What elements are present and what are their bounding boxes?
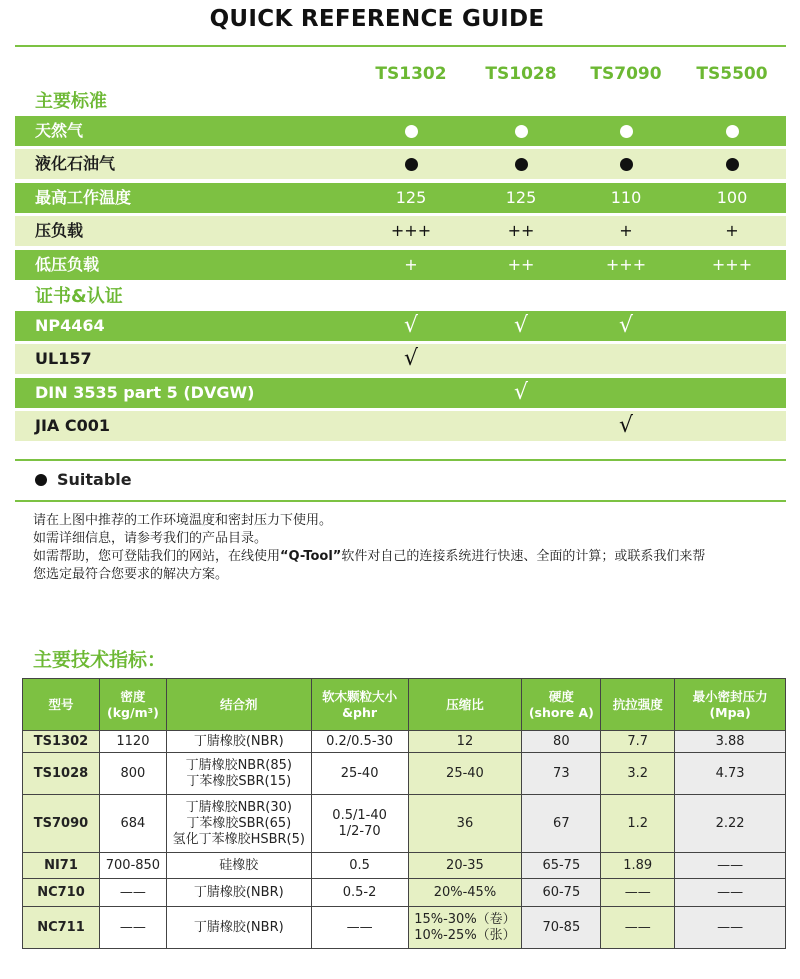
reference-row [15, 311, 786, 341]
hardness-cell: 73 [522, 753, 601, 795]
q-tool-name: “Q-Tool” [280, 549, 342, 564]
row-value: + [404, 254, 418, 274]
column-header: TS5500 [696, 64, 768, 84]
tensile-cell: 1.89 [601, 853, 675, 879]
row-label: 液化石油气 [35, 154, 116, 174]
title-underline [15, 45, 786, 47]
particle-cell: 0.2/0.5-30 [311, 731, 408, 753]
column-header-row [15, 60, 786, 88]
min-pressure-cell: 3.88 [675, 731, 786, 753]
min-pressure-cell: 4.73 [675, 753, 786, 795]
binder-cell: 丁腈橡胶NBR(30) 丁苯橡胶SBR(65) 氢化丁苯橡胶HSBR(5) [166, 795, 311, 853]
density-cell: —— [99, 907, 166, 949]
suitable-dot-icon [405, 158, 418, 171]
density-cell: 684 [99, 795, 166, 853]
row-label: JIA C001 [35, 416, 110, 436]
row-value: + [619, 221, 633, 241]
density-cell: 800 [99, 753, 166, 795]
row-value: +++ [711, 254, 753, 274]
legend-label: Suitable [57, 470, 132, 489]
density-cell: —— [99, 879, 166, 907]
compression-cell: 25-40 [408, 753, 522, 795]
binder-cell: 硅橡胶 [166, 853, 311, 879]
spec-column-header: 结合剂 [166, 679, 311, 731]
column-header: TS1302 [375, 64, 447, 84]
spec-row [23, 907, 786, 949]
particle-cell: 0.5-2 [311, 879, 408, 907]
compression-cell: 36 [408, 795, 522, 853]
min-pressure-cell: —— [675, 879, 786, 907]
section-title: 证书&认证 [35, 285, 123, 307]
row-label: DIN 3535 part 5 (DVGW) [35, 382, 255, 402]
suitable-dot-icon [726, 125, 739, 138]
row-value [361, 116, 461, 146]
spec-row [23, 731, 786, 753]
row-value: +++ [605, 254, 647, 274]
suitable-dot-icon [35, 474, 47, 486]
row-label: 压负载 [35, 221, 84, 241]
row-value [576, 149, 676, 179]
check-mark-icon: √ [513, 379, 529, 405]
spec-column-header: 软木颗粒大小 &phr [311, 679, 408, 731]
suitable-dot-icon [620, 158, 633, 171]
row-value [471, 116, 571, 146]
row-value: + [725, 221, 739, 241]
binder-cell: 丁腈橡胶(NBR) [166, 907, 311, 949]
hardness-cell: 65-75 [522, 853, 601, 879]
technical-spec-table [22, 678, 786, 949]
row-value: +++ [390, 221, 432, 241]
reference-row [15, 378, 786, 408]
check-mark-icon: √ [513, 312, 529, 338]
tensile-cell: 7.7 [601, 731, 675, 753]
row-value: 125 [395, 187, 427, 207]
spec-row [23, 879, 786, 907]
model-cell: NI71 [23, 853, 100, 879]
spec-row [23, 753, 786, 795]
compression-cell: 15%-30%（卷） 10%-25%（张） [408, 907, 522, 949]
spec-column-header: 密度 (kg/m³) [99, 679, 166, 731]
reference-row [15, 216, 786, 246]
hardness-cell: 60-75 [522, 879, 601, 907]
density-cell: 1120 [99, 731, 166, 753]
row-value: 110 [610, 187, 642, 207]
column-header: TS7090 [590, 64, 662, 84]
reference-row [15, 116, 786, 146]
spec-column-header: 型号 [23, 679, 100, 731]
hardness-cell: 67 [522, 795, 601, 853]
binder-cell: 丁腈橡胶NBR(85) 丁苯橡胶SBR(15) [166, 753, 311, 795]
binder-cell: 丁腈橡胶(NBR) [166, 731, 311, 753]
reference-row [15, 149, 786, 179]
row-value [576, 411, 676, 442]
note-line: 请在上图中推荐的工作环境温度和密封压力下使用。 [33, 513, 333, 528]
note-line: 如需详细信息，请参考我们的产品目录。 [33, 531, 268, 546]
note-line: 如需帮助，您可登陆我们的网站，在线使用“Q-Tool”软件对自己的连接系统进行快速、全面的计算；或联系我们来帮 [33, 549, 706, 564]
row-value: ++ [507, 254, 535, 274]
page-title: QUICK REFERENCE GUIDE [209, 6, 545, 32]
particle-cell: 25-40 [311, 753, 408, 795]
divider [15, 459, 786, 461]
check-mark-icon: √ [403, 312, 419, 338]
hardness-cell: 80 [522, 731, 601, 753]
spec-column-header: 压缩比 [408, 679, 522, 731]
tensile-cell: —— [601, 879, 675, 907]
binder-cell: 丁腈橡胶(NBR) [166, 879, 311, 907]
quick-reference-body [15, 88, 786, 441]
model-cell: NC711 [23, 907, 100, 949]
suitable-dot-icon [405, 125, 418, 138]
section-title: 主要标准 [35, 91, 107, 112]
row-value: 100 [716, 187, 748, 207]
legend [35, 470, 132, 489]
check-mark-icon: √ [618, 413, 634, 439]
spec-column-header: 抗拉强度 [601, 679, 675, 731]
spec-column-header: 硬度 (shore A) [522, 679, 601, 731]
tensile-cell: —— [601, 907, 675, 949]
row-value [471, 311, 571, 342]
divider [15, 500, 786, 502]
suitable-dot-icon [620, 125, 633, 138]
row-label: 低压负载 [35, 254, 100, 274]
row-label: 天然气 [35, 121, 84, 140]
reference-row [15, 250, 786, 280]
row-label: 最高工作温度 [35, 187, 132, 207]
suitable-dot-icon [515, 158, 528, 171]
spec-section-title: 主要技术指标： [33, 649, 167, 671]
min-pressure-cell: —— [675, 907, 786, 949]
row-value: 125 [505, 187, 537, 207]
row-value [576, 116, 676, 146]
spec-header-row [23, 679, 786, 731]
reference-row [15, 411, 786, 441]
check-mark-icon: √ [618, 312, 634, 338]
row-value [682, 149, 782, 179]
reference-row [15, 344, 786, 374]
note-line: 您选定最符合您要求的解决方案。 [33, 567, 229, 582]
model-cell: NC710 [23, 879, 100, 907]
density-cell: 700-850 [99, 853, 166, 879]
min-pressure-cell: 2.22 [675, 795, 786, 853]
min-pressure-cell: —— [675, 853, 786, 879]
spec-column-header: 最小密封压力 (Mpa) [675, 679, 786, 731]
row-value [471, 378, 571, 409]
compression-cell: 20-35 [408, 853, 522, 879]
usage-notes [33, 512, 793, 584]
particle-cell: 0.5 [311, 853, 408, 879]
column-header: TS1028 [485, 64, 557, 84]
model-cell: TS7090 [23, 795, 100, 853]
particle-cell: —— [311, 907, 408, 949]
suitable-dot-icon [726, 158, 739, 171]
compression-cell: 12 [408, 731, 522, 753]
spec-row [23, 795, 786, 853]
hardness-cell: 70-85 [522, 907, 601, 949]
tensile-cell: 1.2 [601, 795, 675, 853]
row-label: UL157 [35, 349, 92, 369]
compression-cell: 20%-45% [408, 879, 522, 907]
row-value: ++ [507, 221, 535, 241]
row-value [576, 311, 676, 342]
particle-cell: 0.5/1-40 1/2-70 [311, 795, 408, 853]
row-value [361, 149, 461, 179]
row-value [361, 344, 461, 375]
model-cell: TS1302 [23, 731, 100, 753]
row-label: NP4464 [35, 315, 105, 335]
row-value [471, 149, 571, 179]
spec-row [23, 853, 786, 879]
row-value [682, 116, 782, 146]
spec-body [23, 731, 786, 949]
tensile-cell: 3.2 [601, 753, 675, 795]
reference-row [15, 183, 786, 213]
row-value [361, 311, 461, 342]
check-mark-icon: √ [403, 346, 419, 372]
suitable-dot-icon [515, 125, 528, 138]
model-cell: TS1028 [23, 753, 100, 795]
quick-reference-table [15, 60, 786, 445]
